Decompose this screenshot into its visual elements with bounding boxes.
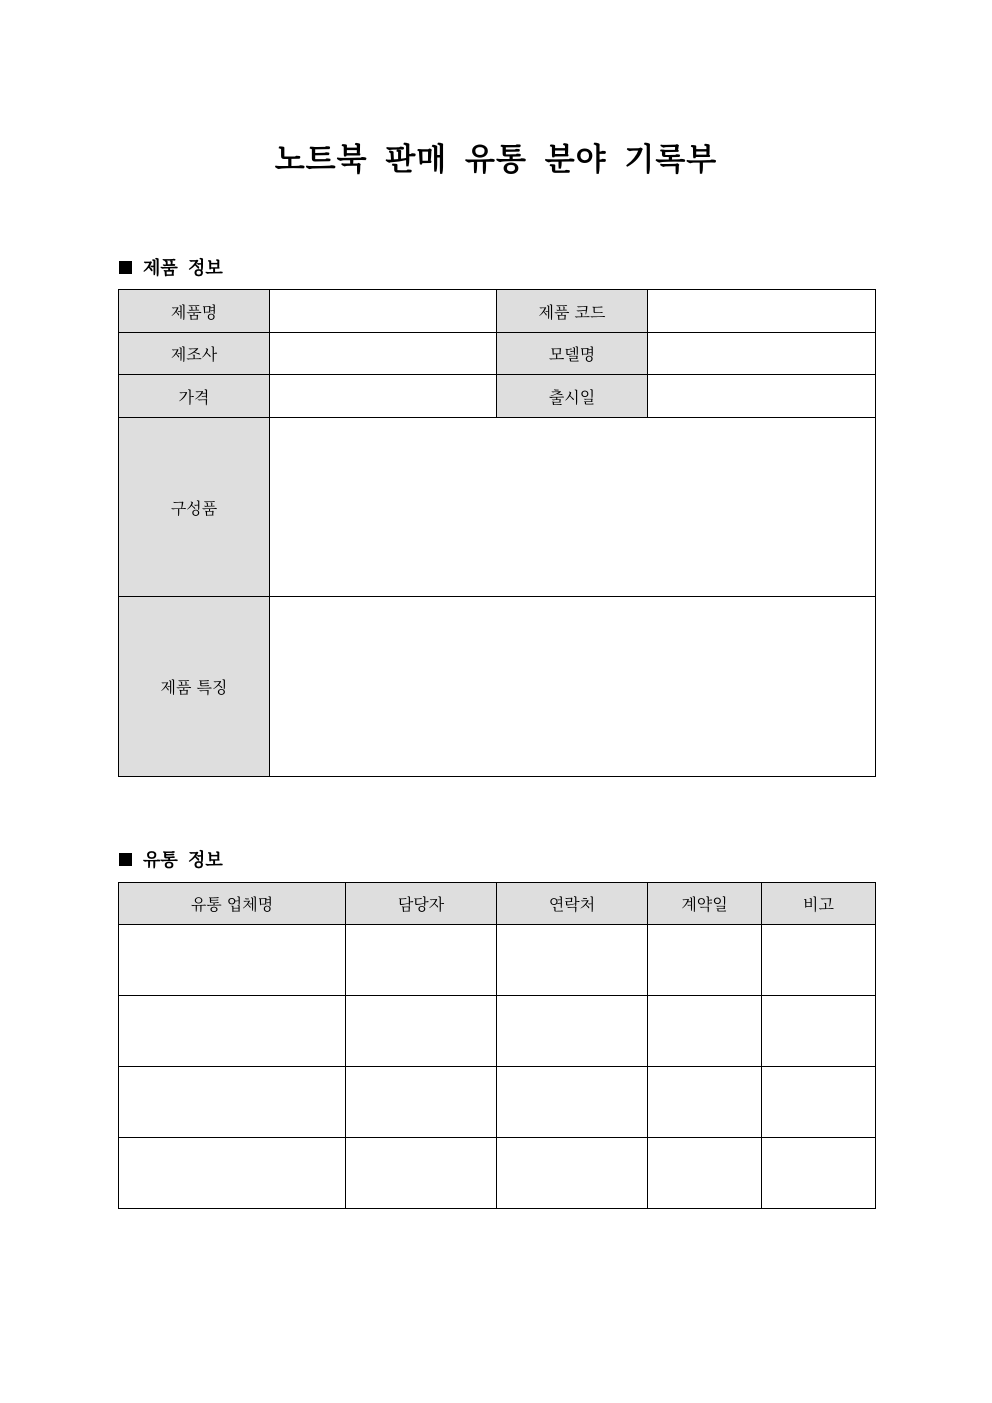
vendor-cell[interactable] [119, 1138, 346, 1209]
model-name-label: 모델명 [497, 333, 648, 375]
product-code-field[interactable] [648, 290, 876, 333]
product-name-field[interactable] [270, 290, 497, 333]
vendor-cell[interactable] [119, 1067, 346, 1138]
contract-date-cell[interactable] [648, 996, 762, 1067]
manager-cell[interactable] [346, 996, 497, 1067]
table-row [119, 333, 876, 375]
components-field[interactable] [270, 418, 876, 597]
table-row [119, 597, 876, 777]
table-row [119, 1067, 876, 1138]
table-header-row [119, 883, 876, 925]
product-info-table [118, 289, 876, 777]
release-date-label: 출시일 [497, 375, 648, 418]
vendor-cell[interactable] [119, 996, 346, 1067]
features-label: 제품 특징 [119, 597, 270, 777]
price-label: 가격 [119, 375, 270, 418]
distribution-section-heading-text: 유통 정보 [143, 850, 223, 871]
document-title: 노트북 판매 유통 분야 기록부 [274, 142, 718, 178]
manufacturer-field[interactable] [270, 333, 497, 375]
table-row [119, 996, 876, 1067]
table-row [119, 1138, 876, 1209]
column-header-remarks: 비고 [762, 883, 876, 925]
remarks-cell[interactable] [762, 925, 876, 996]
distribution-section-heading [119, 846, 223, 872]
release-date-field[interactable] [648, 375, 876, 418]
manager-cell[interactable] [346, 925, 497, 996]
table-row [119, 925, 876, 996]
vendor-cell[interactable] [119, 925, 346, 996]
features-field[interactable] [270, 597, 876, 777]
contract-date-cell[interactable] [648, 925, 762, 996]
contract-date-cell[interactable] [648, 1138, 762, 1209]
square-bullet-icon [119, 853, 132, 866]
column-header-contract-date: 계약일 [648, 883, 762, 925]
components-label: 구성품 [119, 418, 270, 597]
contact-cell[interactable] [497, 925, 648, 996]
table-row [119, 418, 876, 597]
price-field[interactable] [270, 375, 497, 418]
contact-cell[interactable] [497, 1067, 648, 1138]
product-code-label: 제품 코드 [497, 290, 648, 333]
model-name-field[interactable] [648, 333, 876, 375]
product-section-heading [119, 254, 223, 280]
distribution-info-table [118, 882, 876, 1209]
table-row [119, 290, 876, 333]
contact-cell[interactable] [497, 996, 648, 1067]
remarks-cell[interactable] [762, 1138, 876, 1209]
remarks-cell[interactable] [762, 996, 876, 1067]
manufacturer-label: 제조사 [119, 333, 270, 375]
product-section-heading-text: 제품 정보 [143, 258, 223, 279]
column-header-manager: 담당자 [346, 883, 497, 925]
manager-cell[interactable] [346, 1067, 497, 1138]
product-name-label: 제품명 [119, 290, 270, 333]
manager-cell[interactable] [346, 1138, 497, 1209]
table-row [119, 375, 876, 418]
remarks-cell[interactable] [762, 1067, 876, 1138]
column-header-vendor: 유통 업체명 [119, 883, 346, 925]
contact-cell[interactable] [497, 1138, 648, 1209]
square-bullet-icon [119, 261, 132, 274]
column-header-contact: 연락처 [497, 883, 648, 925]
contract-date-cell[interactable] [648, 1067, 762, 1138]
